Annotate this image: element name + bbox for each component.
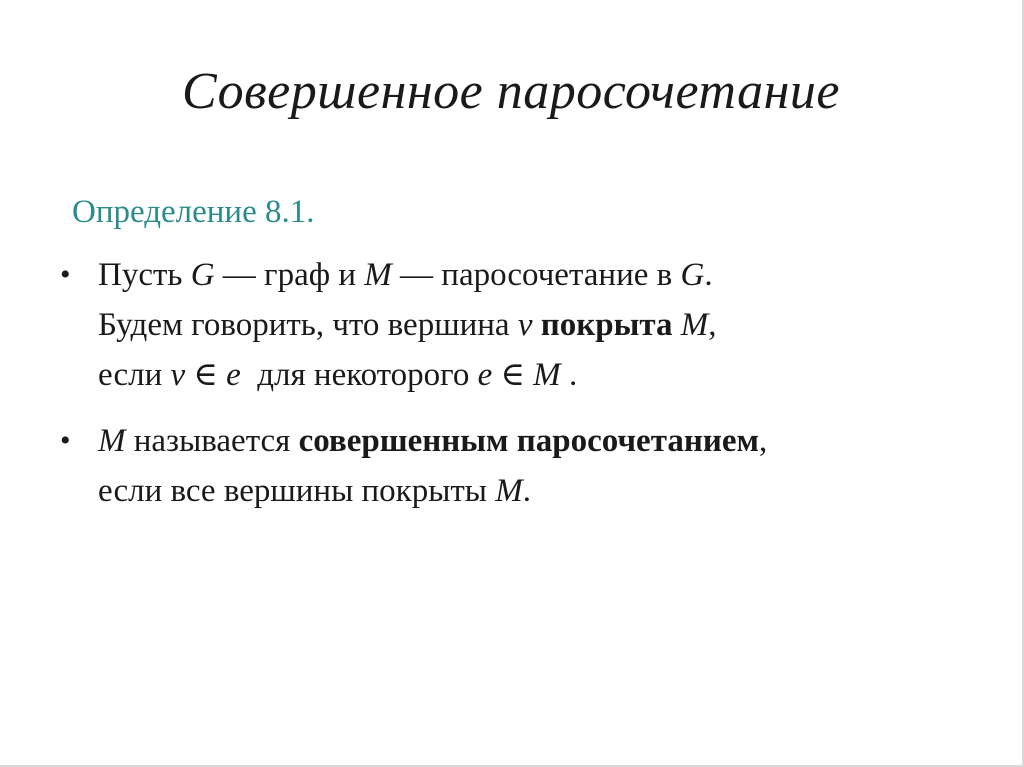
bullet-marker: • — [60, 258, 71, 291]
bullet-item-1 — [60, 250, 960, 400]
text-span: , — [758, 423, 768, 459]
bullet-list — [60, 250, 960, 532]
bullet-item-2 — [60, 416, 960, 516]
text-span — [532, 307, 540, 343]
symbol-G: G — [190, 257, 215, 293]
slide-title: Совершенное паросочетание — [182, 63, 840, 120]
text-span: Будем говорить, что вершина — [98, 307, 518, 343]
text-span: — граф и — [214, 257, 365, 293]
formula-v-in-e: v ∈ e — [170, 357, 241, 393]
text-span: Пусть — [98, 257, 191, 293]
bullet-2-line-1 — [98, 416, 960, 466]
text-span: . — [560, 357, 578, 393]
symbol-M: M — [680, 307, 709, 343]
text-span: . — [704, 257, 713, 293]
text-span: называется — [125, 423, 299, 459]
symbol-M: M — [364, 257, 392, 293]
definition-label: Определение 8.1. — [72, 194, 315, 230]
bullet-1-line-1 — [98, 250, 960, 300]
text-span — [673, 307, 681, 343]
bullet-1-line-3 — [98, 350, 960, 400]
text-span: . — [522, 473, 531, 509]
bullet-2-line-2 — [98, 466, 960, 516]
bullet-1-line-2 — [98, 300, 960, 350]
term-perfect-matching: совершенным паросочетанием — [298, 423, 759, 459]
text-span: если все вершины покрыты — [98, 473, 496, 509]
text-span: если — [98, 357, 171, 393]
symbol-M: M — [98, 423, 126, 459]
text-span: для некоторого — [240, 357, 478, 393]
formula-e-in-M: e ∈ M — [477, 357, 561, 393]
text-span: , — [708, 307, 717, 343]
term-covered: покрыта — [540, 307, 673, 343]
symbol-M: M — [495, 473, 523, 509]
bullet-marker: • — [60, 424, 71, 457]
symbol-G: G — [680, 257, 705, 293]
text-span: — паросочетание в — [391, 257, 681, 293]
symbol-v: v — [517, 307, 533, 343]
